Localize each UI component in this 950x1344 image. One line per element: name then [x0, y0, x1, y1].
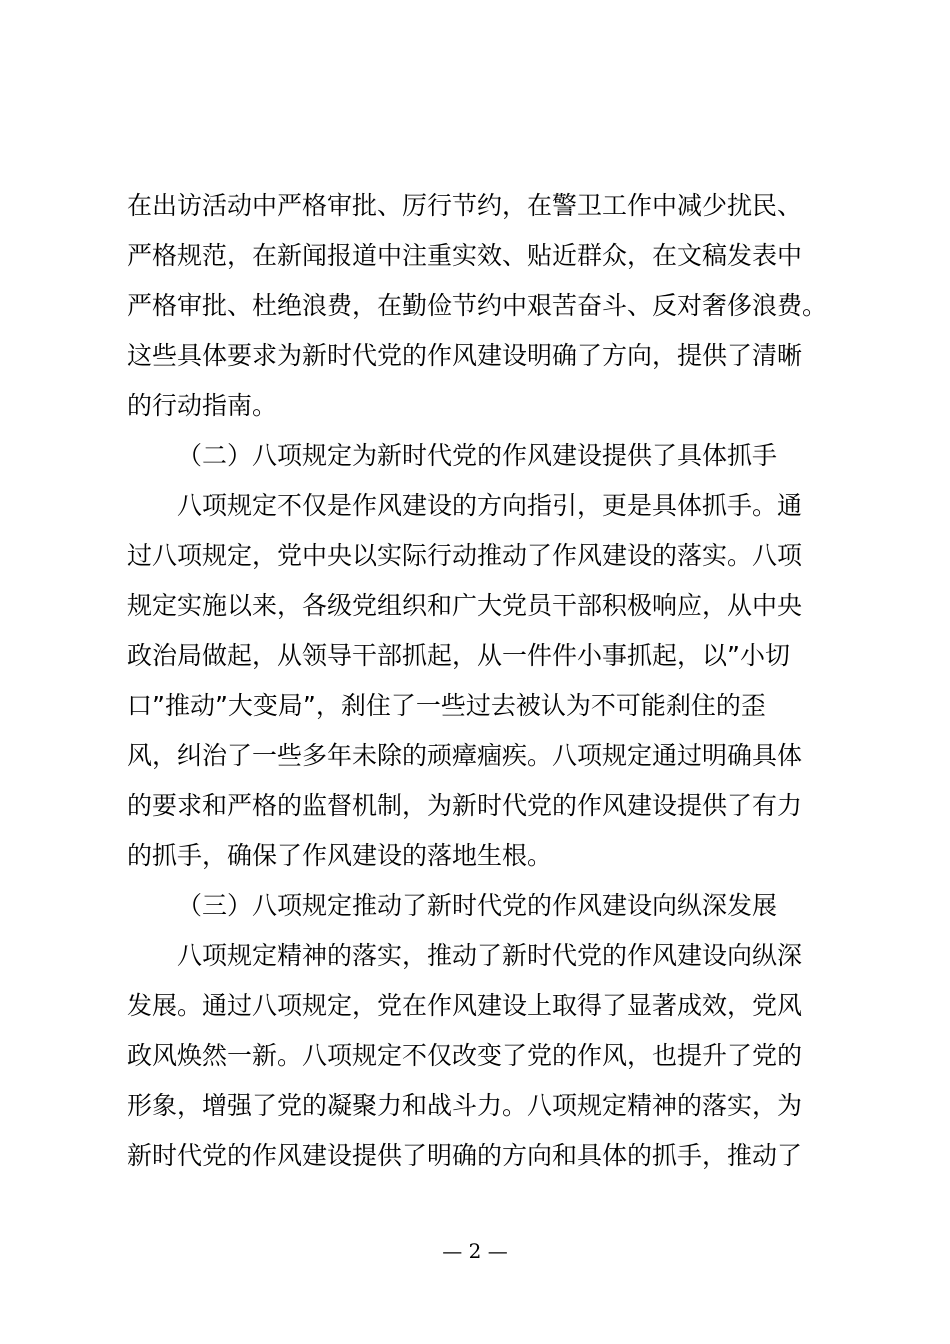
- text-line: 形象，增强了党的凝聚力和战斗力。八项规定精神的落实，为: [127, 1091, 803, 1120]
- text-line: 发展。通过八项规定，党在作风建设上取得了显著成效，党风: [127, 991, 803, 1020]
- text-line: 严格审批、杜绝浪费，在勤俭节约中艰苦奋斗、反对奢侈浪费。: [127, 291, 828, 320]
- text-line: 的抓手，确保了作风建设的落地生根。: [127, 841, 553, 870]
- text-line: 口”推动”大变局”，刹住了一些过去被认为不可能刹住的歪: [127, 691, 766, 720]
- text-line: 在出访活动中严格审批、厉行节约，在警卫工作中减少扰民、: [127, 191, 803, 220]
- text-line: 风，纠治了一些多年未除的顽瘴痼疾。八项规定通过明确具体: [127, 741, 803, 770]
- text-line: 的要求和严格的监督机制，为新时代党的作风建设提供了有力: [127, 791, 803, 820]
- section-heading: （二）八项规定为新时代党的作风建设提供了具体抓手: [177, 441, 778, 470]
- text-line: 八项规定不仅是作风建设的方向指引，更是具体抓手。通: [177, 491, 803, 520]
- section-heading: （三）八项规定推动了新时代党的作风建设向纵深发展: [177, 891, 778, 920]
- text-line: 规定实施以来，各级党组织和广大党员干部积极响应，从中央: [127, 591, 803, 620]
- text-line: 政治局做起，从领导干部抓起，从一件件小事抓起，以”小切: [127, 641, 790, 670]
- text-line: 严格规范，在新闻报道中注重实效、贴近群众，在文稿发表中: [127, 241, 803, 270]
- text-line: 过八项规定，党中央以实际行动推动了作风建设的落实。八项: [127, 541, 803, 570]
- text-line: 新时代党的作风建设提供了明确的方向和具体的抓手，推动了: [127, 1141, 803, 1170]
- text-line: 政风焕然一新。八项规定不仅改变了党的作风，也提升了党的: [127, 1041, 803, 1070]
- text-line: 这些具体要求为新时代党的作风建设明确了方向，提供了清晰: [127, 341, 803, 370]
- text-line: 八项规定精神的落实，推动了新时代党的作风建设向纵深: [177, 941, 803, 970]
- text-line: 的行动指南。: [127, 391, 278, 420]
- page-number: — 2 —: [442, 1239, 508, 1263]
